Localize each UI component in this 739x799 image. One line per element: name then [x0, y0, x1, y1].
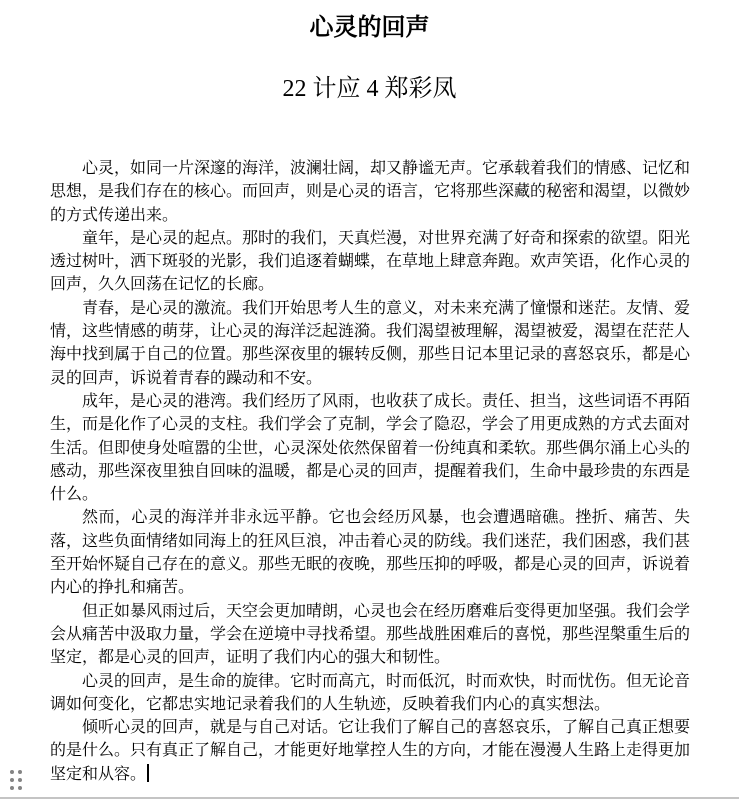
paragraph-5[interactable]: 然而，心灵的海洋并非永远平静。它也会经历风暴，也会遭遇暗礁。挫折、痛苦、失落，这些负面情绪如同海上的狂风巨浪，冲击着心灵的防线。我们迷茫，我们困惑，我们甚至开始怀疑自己存在的意义。那些无眠的夜晚，那些压抑的呼吸，都是心灵的回声，诉说着内心的挣扎和痛苦。 — [50, 509, 691, 597]
paragraph-7[interactable]: 心灵的回声，是生命的旋律。它时而高亢，时而低沉，时而欢快，时而忧伤。但无论音调如何变化，它都忠实地记录着我们的人生轨迹，反映着我们内心的真实想法。 — [50, 672, 691, 713]
paragraph-1[interactable]: 心灵，如同一片深邃的海洋，波澜壮阔，却又静谧无声。它承载着我们的情感、记忆和思想，是我们存在的核心。而回声，则是心灵的语言，它将那些深藏的秘密和渴望，以微妙的方式传递出来。 — [50, 160, 691, 224]
drag-handle-dot — [10, 778, 14, 782]
drag-handle-dot — [18, 770, 22, 774]
drag-handle-dot — [10, 770, 14, 774]
drag-handle-dot — [18, 786, 22, 790]
document-byline[interactable]: 22 计应 4 郑彩凤 — [282, 76, 457, 102]
drag-handle-dot — [10, 786, 14, 790]
document-title[interactable]: 心灵的回声 — [309, 14, 430, 41]
paragraph-2[interactable]: 童年，是心灵的起点。那时的我们，天真烂漫，对世界充满了好奇和探索的欲望。阳光透过树叶，洒下斑驳的光影，我们追逐着蝴蝶，在草地上肆意奔跑。欢声笑语，化作心灵的回声，久久回荡在记忆的长廊。 — [50, 229, 691, 294]
document-body[interactable] — [50, 157, 690, 786]
paragraph-3[interactable]: 青春，是心灵的激流。我们开始思考人生的意义，对未来充满了憧憬和迷茫。友情、爱情，这些情感的萌芽，让心灵的海洋泛起涟漪。我们渴望被理解，渴望被爱，渴望在茫茫人海中找到属于自己的位置。那些深夜里的辗转反侧，那些日记本里记录的喜怒哀乐，都是心灵的回声，诉说着青春的躁动和不安。 — [50, 299, 691, 387]
paragraph-6[interactable]: 但正如暴风雨过后，天空会更加晴朗，心灵也会在经历磨难后变得更加坚强。我们会学会从痛苦中汲取力量，学会在逆境中寻找希望。那些战胜困难后的喜悦，那些涅槃重生后的坚定，都是心灵的回声，证明了我们内心的强大和韧性。 — [50, 602, 691, 667]
drag-handle-icon[interactable] — [10, 770, 22, 790]
paragraph-4[interactable]: 成年，是心灵的港湾。我们经历了风雨，也收获了成长。责任、担当，这些词语不再陌生，而是化作了心灵的支柱。我们学会了克制，学会了隐忍，学会了用更成熟的方式去面对生活。但即使身处喧嚣的尘世，心灵深处依然保留着一份纯真和柔软。那些偶尔涌上心头的感动，那些深夜里独自回味的温暖，都是心灵的回声，提醒着我们，生命中最珍贵的东西是什么。 — [50, 392, 691, 504]
paragraph-8-text: 倾听心灵的回声，就是与自己对话。它让我们了解自己的喜怒哀乐，了解自己真正想要的是什么。只有真正了解自己，才能更好地掌控人生的方向，才能在漫漫人生路上走得更加坚定和从容。 — [50, 719, 691, 783]
paragraph-8[interactable] — [50, 716, 690, 786]
drag-handle-dot — [18, 778, 22, 782]
text-cursor — [147, 764, 149, 782]
